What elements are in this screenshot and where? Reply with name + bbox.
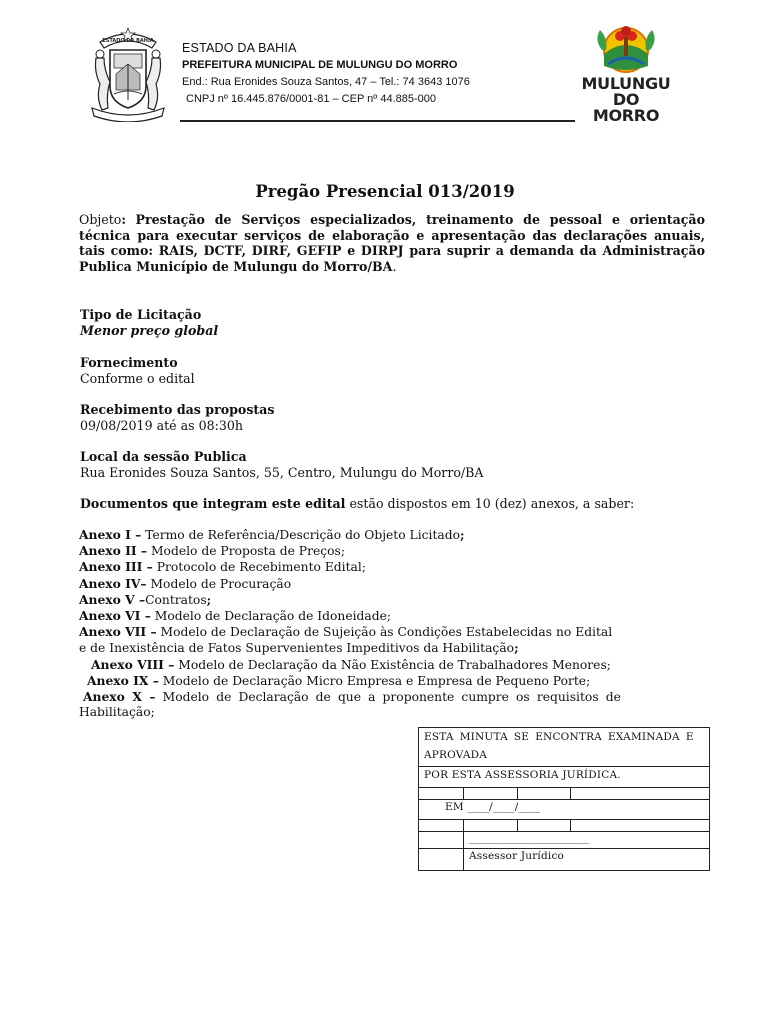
anexo-item xyxy=(79,673,705,689)
stamp-divider xyxy=(419,766,709,767)
anexo-text: Modelo de Declaração de que a proponente cumpre os requisitos de xyxy=(155,690,621,705)
crest-ribbon-text: ESTADO DA BAHIA xyxy=(102,38,154,44)
anexo-text: Termo de Referência/Descrição do Objeto Licitado xyxy=(141,528,461,542)
header-prefecture: PREFEITURA MUNICIPAL DE MULUNGU DO MORRO xyxy=(182,59,458,71)
tipo-value: Menor preço global xyxy=(80,322,219,338)
stamp-cell-border xyxy=(463,831,464,870)
stamp-role: Assessor Jurídico xyxy=(469,850,565,862)
local-heading: Local da sessão Publica xyxy=(80,449,247,464)
documentos-value: estão dispostos em 10 (dez) anexos, a saber: xyxy=(345,496,635,511)
anexo-text: Modelo de Declaração de Sujeição às Condições Estabelecidas no Edital xyxy=(156,625,613,640)
anexo-label: Anexo VIII – xyxy=(91,656,175,672)
anexo-tail: ; xyxy=(206,591,212,607)
stamp-divider xyxy=(419,848,709,849)
header-divider xyxy=(180,120,575,122)
anexo-label: Anexo VI – xyxy=(79,608,151,624)
section-local-sessao xyxy=(80,449,484,480)
anexo-item xyxy=(79,624,705,640)
section-fornecimento xyxy=(80,355,195,386)
anexo-label: Anexo IV– xyxy=(79,575,147,591)
objeto-end: . xyxy=(392,259,397,275)
section-recebimento xyxy=(80,402,275,433)
anexo-label: Anexo III – xyxy=(79,559,153,575)
objeto-colon: : xyxy=(121,212,127,227)
tipo-heading: Tipo de Licitação xyxy=(80,307,202,322)
anexo-item xyxy=(79,608,705,624)
stamp-line-1: ESTA MINUTA SE ENCONTRA EXAMINADA E xyxy=(424,731,694,743)
fornecimento-heading: Fornecimento xyxy=(80,355,178,370)
anexo-text: Modelo de Declaração da Não Existência de Trabalhadores Menores; xyxy=(174,657,611,672)
anexo-item xyxy=(79,657,705,673)
anexo-tail: ; xyxy=(460,527,465,542)
municipal-logo-line-1: MULUNGU xyxy=(581,74,671,93)
anexo-text: Protocolo de Recebimento Edital; xyxy=(152,560,366,575)
anexo-item xyxy=(79,559,705,575)
stamp-cell-border xyxy=(570,819,571,831)
municipal-logo-line-2: DO MORRO xyxy=(592,90,660,125)
anexo-text: Modelo de Proposta de Preços; xyxy=(147,544,345,559)
anexo-label: Anexo I – xyxy=(79,527,142,542)
stamp-cell-border xyxy=(517,787,518,799)
recebimento-value: 09/08/2019 até as 08:30h xyxy=(80,417,243,433)
stamp-signature-line: ______________________ xyxy=(469,832,589,844)
stamp-line-3: POR ESTA ASSESSORIA JURÍDICA. xyxy=(424,769,621,781)
stamp-line-2: APROVADA xyxy=(424,749,488,761)
header-address: End.: Rua Eronides Souza Santos, 47 – Tel.: 74 3643 1076 xyxy=(182,76,470,88)
stamp-cell-border xyxy=(463,819,464,831)
anexo-item xyxy=(79,543,705,559)
legal-approval-stamp xyxy=(418,727,710,871)
stamp-cell-border xyxy=(570,787,571,799)
anexo-label: Anexo V – xyxy=(79,591,146,607)
anexo-item xyxy=(79,592,705,608)
anexo-label: Anexo X – xyxy=(83,689,156,705)
anexo-tail: ; xyxy=(514,640,519,656)
anexo-text: Modelo de Procuração xyxy=(146,576,292,591)
anexo-text: e de Inexistência de Fatos Supervenientes Impeditivos da Habilitação xyxy=(79,641,515,656)
documentos-heading: Documentos que integram este edital xyxy=(80,496,346,511)
anexo-item-continuation xyxy=(79,640,705,656)
stamp-divider xyxy=(419,799,709,800)
fornecimento-value: Conforme o edital xyxy=(80,370,195,386)
anexo-text: Modelo de Declaração de Idoneidade; xyxy=(150,609,392,624)
stamp-cell-border xyxy=(463,787,464,799)
document-title: Pregão Presencial 013/2019 xyxy=(255,182,515,201)
objeto-paragraph xyxy=(79,212,705,275)
anexo-label: Anexo II – xyxy=(79,543,148,559)
anexo-item xyxy=(79,689,705,705)
section-documentos xyxy=(80,496,634,512)
letterhead xyxy=(182,40,470,108)
anexos-list xyxy=(79,527,705,720)
header-cnpj: CNPJ nº 16.445.876/0001-81 – CEP nº 44.885-000 xyxy=(186,93,437,105)
stamp-cell-border xyxy=(517,819,518,831)
anexo-label: Anexo IX – xyxy=(87,672,159,688)
stamp-date: EM ____/____/____ xyxy=(445,801,541,813)
objeto-label: Objeto xyxy=(79,212,122,227)
header-state: ESTADO DA BAHIA xyxy=(182,41,297,55)
anexo-item xyxy=(79,527,705,543)
section-tipo-licitacao xyxy=(80,307,218,338)
coat-of-arms-logo xyxy=(86,28,170,122)
anexo-item xyxy=(79,576,705,592)
local-value: Rua Eronides Souza Santos, 55, Centro, Mulungu do Morro/BA xyxy=(80,464,484,480)
anexo-text: Modelo de Declaração Micro Empresa e Empresa de Pequeno Porte; xyxy=(158,673,591,688)
recebimento-heading: Recebimento das propostas xyxy=(80,402,275,417)
objeto-text: Prestação de Serviços especializados, treinamento de pessoal e orientação técnica para executar serviços de elaboração e apresentação das declarações anuais, tais como: RAIS, DCTF, DIRF, GEFIP e DIRPJ para suprir a demanda da Administração Publica Município de Mulungu do Morro/BA xyxy=(79,212,705,275)
anexo-text: Contratos xyxy=(145,592,207,607)
municipal-logo-name xyxy=(578,76,674,124)
anexo-text: Habilitação; xyxy=(79,705,155,720)
anexo-label: Anexo VII – xyxy=(79,624,157,640)
anexo-item-continuation xyxy=(79,705,705,720)
